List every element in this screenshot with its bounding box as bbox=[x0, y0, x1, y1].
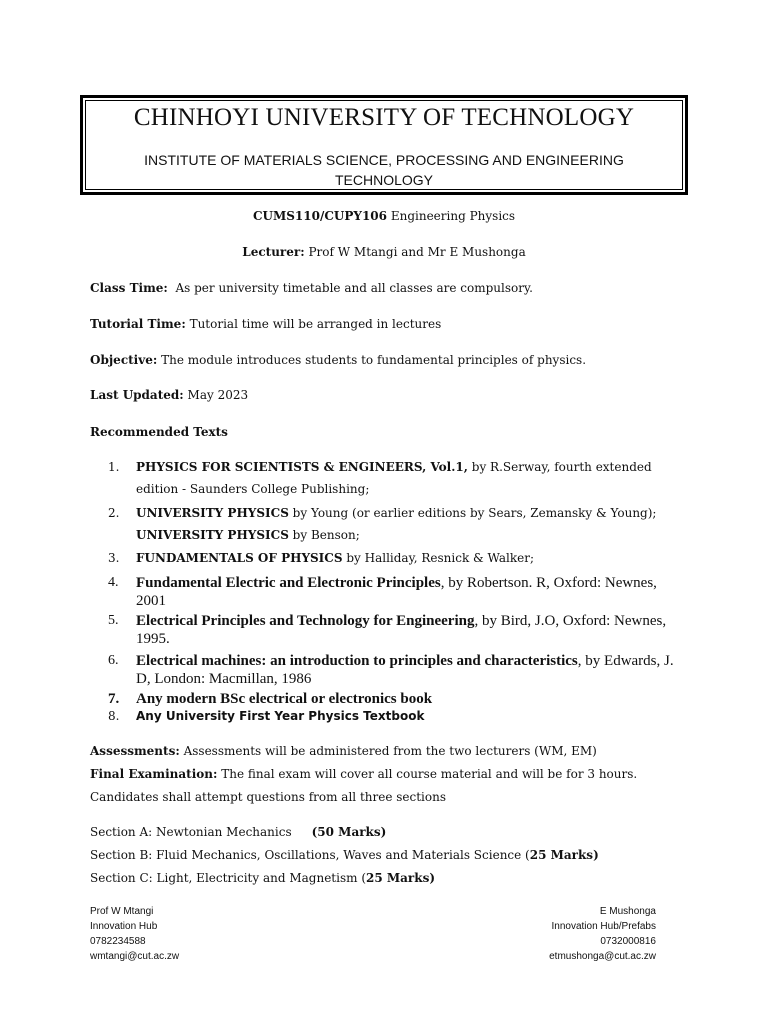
candidates-line: Candidates shall attempt questions from all three sections bbox=[90, 790, 446, 804]
lecturer-value: Prof W Mtangi and Mr E Mushonga bbox=[308, 245, 526, 259]
tutorial-time-label: Tutorial Time: bbox=[90, 317, 186, 331]
footer-right-phone: 0732000816 bbox=[600, 936, 656, 947]
footer-right-name: E Mushonga bbox=[599, 906, 656, 917]
objective-label: Objective: bbox=[90, 353, 158, 367]
section-c-line: Section C: Light, Electricity and Magnetism (25 Marks) bbox=[90, 871, 436, 885]
assessments-line bbox=[90, 744, 597, 758]
final-exam-line bbox=[90, 767, 637, 781]
lecturer-line bbox=[0, 245, 768, 259]
tutorial-time-line bbox=[90, 317, 441, 331]
institute-name: INSTITUTE OF MATERIALS SCIENCE, PROCESSING AND ENGINEERING TECHNOLOGY bbox=[144, 152, 624, 188]
assessments-value: Assessments will be administered from the two lecturers (WM, EM) bbox=[183, 744, 597, 758]
lecturer-label: Lecturer: bbox=[242, 245, 305, 259]
footer-right-office: Innovation Hub/Prefabs bbox=[551, 921, 656, 932]
header-box bbox=[80, 95, 688, 195]
course-name: Engineering Physics bbox=[390, 209, 516, 223]
footer-left-email: wmtangi@cut.ac.zw bbox=[90, 951, 180, 962]
course-line bbox=[0, 209, 768, 223]
objective-value: The module introduces students to fundamental principles of physics. bbox=[161, 353, 587, 367]
section-b-line: Section B: Fluid Mechanics, Oscillations, Waves and Materials Science (25 Marks) bbox=[90, 848, 599, 862]
footer-left-contact bbox=[90, 904, 179, 964]
footer-left-phone: 0782234588 bbox=[90, 936, 146, 947]
last-updated-label: Last Updated: bbox=[90, 388, 184, 402]
objective-line bbox=[90, 353, 586, 367]
class-time-value: As per university timetable and all classes are compulsory. bbox=[175, 281, 533, 295]
university-name: CHINHOYI UNIVERSITY OF TECHNOLOGY bbox=[133, 104, 635, 131]
class-time-line bbox=[90, 281, 533, 295]
tutorial-time-value: Tutorial time will be arranged in lectures bbox=[189, 317, 442, 331]
last-updated-line bbox=[90, 388, 248, 402]
final-exam-label: Final Examination: bbox=[90, 767, 218, 781]
footer-right-email: etmushonga@cut.ac.zw bbox=[549, 951, 656, 962]
footer-right-contact bbox=[549, 904, 656, 964]
class-time-label: Class Time: bbox=[90, 281, 168, 295]
footer-left-name: Prof W Mtangi bbox=[90, 906, 154, 917]
last-updated-value: May 2023 bbox=[187, 388, 249, 402]
recommended-heading: Recommended Texts bbox=[90, 425, 228, 439]
footer-left-office: Innovation Hub bbox=[90, 921, 158, 932]
assessments-label: Assessments: bbox=[90, 744, 180, 758]
course-code: CUMS110/CUPY106 bbox=[252, 209, 388, 223]
section-a-line: Section A: Newtonian Mechanics (50 Marks) bbox=[90, 825, 387, 839]
final-exam-value: The final exam will cover all course material and will be for 3 hours. bbox=[221, 767, 638, 781]
